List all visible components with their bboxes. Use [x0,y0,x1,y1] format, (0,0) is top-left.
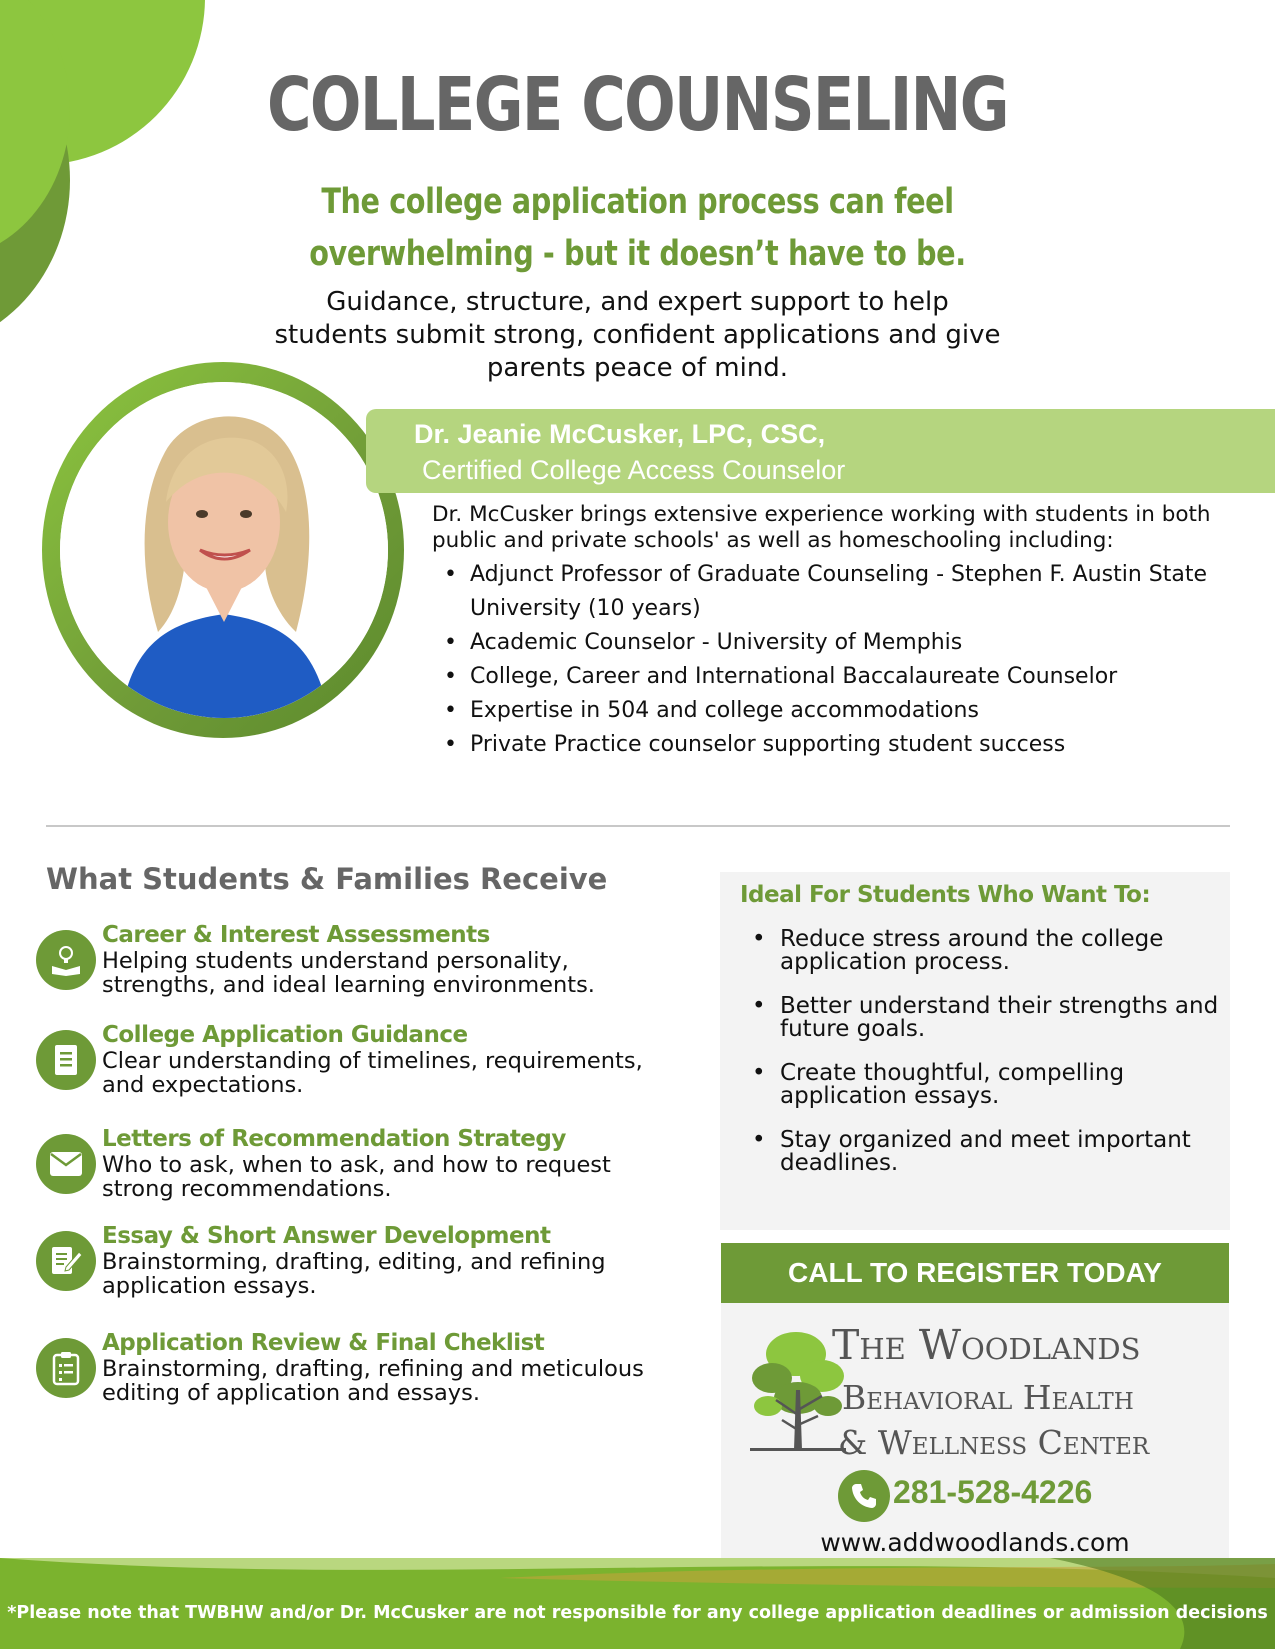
cta-banner [721,1243,1229,1303]
logo-text-line1: The Woodlands [832,1321,1141,1369]
counselor-bio: Dr. McCusker brings extensive experience working with students in both public and private schools' as well as homeschooling including: [432,502,1211,553]
feature-title: College Application Guidance [102,1022,468,1048]
envelope-icon [36,1134,96,1194]
list-item: • Academic Counselor - University of Memphis [440,626,1250,660]
list-item: • Expertise in 504 and college accommodations [440,694,1250,728]
feature-desc: Clear understanding of timelines, requirements, and expectations. [102,1048,643,1098]
counselor-name: Dr. Jeanie McCusker, LPC, CSC, [414,419,826,449]
feature-desc: Helping students understand personality, strengths, and ideal learning environments. [102,948,595,998]
feature-title: Career & Interest Assessments [102,922,490,948]
clipboard-icon [36,1338,96,1398]
list-item: • Adjunct Professor of Graduate Counseling - Stephen F. Austin State University (10 years) [440,558,1250,626]
counselor-credential: Certified College Access Counselor [422,455,846,485]
feature-desc: Brainstorming, drafting, editing, and refining application essays. [102,1249,606,1299]
feature-title: Application Review & Final Cheklist [102,1330,545,1356]
logo-text-line3: & Wellness Center [838,1423,1150,1462]
list-item: • Reduce stress around the college application process. [752,928,1232,974]
document-icon [36,1030,96,1090]
feature-desc: Who to ask, when to ask, and how to request strong recommendations. [102,1152,611,1202]
page-subtitle: The college application process can feel overwhelming - but it doesn’t have to be. [309,182,966,274]
list-item: • Better understand their strengths and future goals. [752,995,1232,1041]
logo-text-line2: Behavioral Health [842,1378,1134,1417]
experience-list [440,558,1250,762]
list-item: • Create thoughtful, compelling application essays. [752,1062,1232,1108]
website-link[interactable]: www.addwoodlands.com [820,1528,1130,1557]
receive-heading: What Students & Families Receive [46,862,608,896]
ideal-list [752,928,1232,1196]
cta-label: CALL TO REGISTER TODAY [788,1257,1162,1288]
intro-text: Guidance, structure, and expert support to help students submit strong, confident applications and give parents peace of mind. [274,287,1001,383]
page-title: COLLEGE COUNSELING [267,62,1008,148]
feature-title: Letters of Recommendation Strategy [102,1126,566,1152]
list-item: • Stay organized and meet important deadlines. [752,1129,1232,1175]
lightbulb-book-icon [36,930,96,990]
pencil-paper-icon [36,1231,96,1291]
phone-number[interactable]: 281-528-4226 [893,1474,1093,1510]
list-item: • College, Career and International Baccalaureate Counselor [440,660,1250,694]
feature-desc: Brainstorming, drafting, refining and meticulous editing of application and essays. [102,1356,644,1406]
footer-disclaimer: *Please note that TWBHW and/or Dr. McCusker are not responsible for any college application deadlines or admission decisions [7,1603,1268,1623]
section-divider [46,825,1230,827]
list-item: • Private Practice counselor supporting student success [440,728,1250,762]
counselor-photo [60,382,388,718]
feature-title: Essay & Short Answer Development [102,1223,551,1249]
ideal-heading: Ideal For Students Who Want To: [740,882,1151,908]
phone-icon [838,1470,890,1522]
